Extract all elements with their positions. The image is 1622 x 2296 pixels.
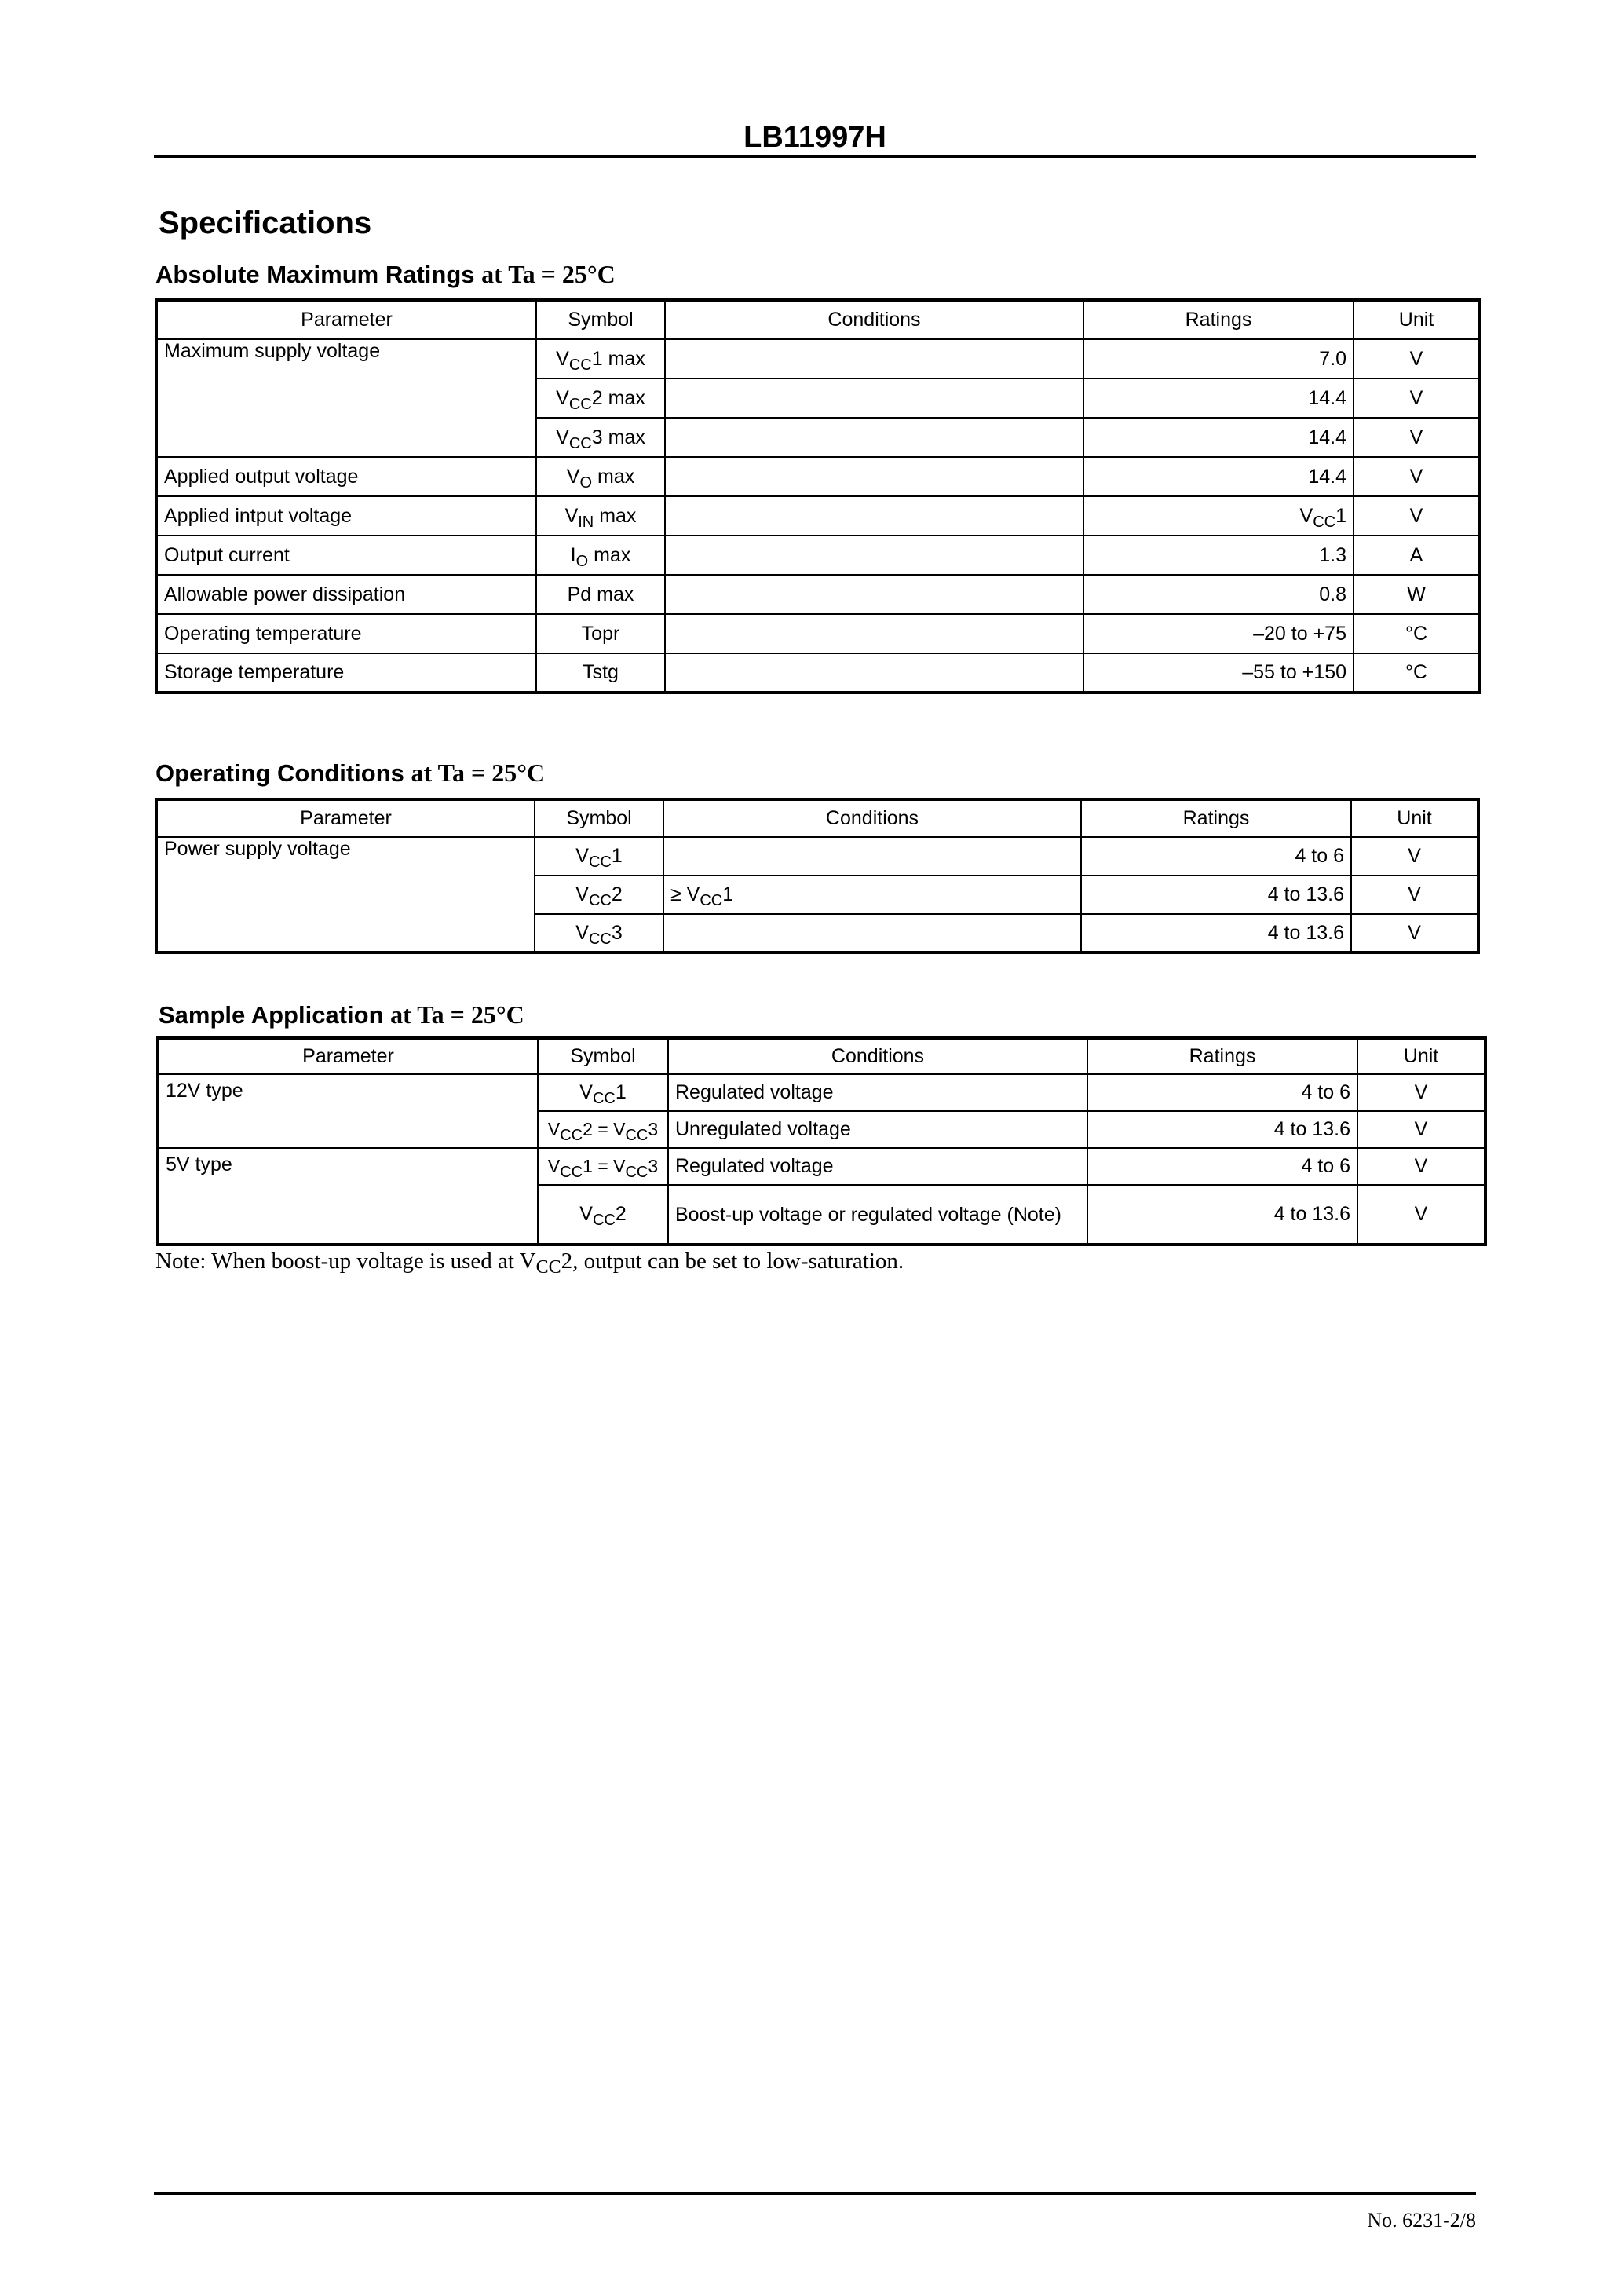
table-row xyxy=(156,614,1480,653)
rating-cell: –55 to +150 xyxy=(1083,653,1353,693)
col-header-symbol: Symbol xyxy=(535,799,663,837)
table-row xyxy=(156,575,1480,614)
col-header-ratings: Ratings xyxy=(1081,799,1351,837)
symbol-cell: $V_{CC}2$ xyxy=(535,876,663,914)
table-header-row xyxy=(158,1038,1485,1074)
col-header-conditions: Conditions xyxy=(663,799,1081,837)
conditions-cell: ≥ $V_{CC}1$ xyxy=(663,876,1081,914)
unit-cell: W xyxy=(1353,575,1480,614)
unit-cell: °C xyxy=(1353,653,1480,693)
conditions-cell: Regulated voltage xyxy=(668,1074,1087,1111)
conditions-cell xyxy=(665,653,1083,693)
header-rule xyxy=(154,155,1476,158)
symbol-cell: $V_{CC}1$ xyxy=(538,1074,668,1111)
abs-max-title xyxy=(155,257,616,292)
unit-cell: V xyxy=(1351,837,1478,876)
col-header-unit: Unit xyxy=(1351,799,1478,837)
param-cell: Power supply voltage xyxy=(156,837,535,952)
rating-cell: 4 to 6 xyxy=(1087,1074,1357,1111)
param-cell: Allowable power dissipation xyxy=(156,575,536,614)
symbol-cell: $V_{CC}1$ xyxy=(535,837,663,876)
rating-cell: 4 to 6 xyxy=(1081,837,1351,876)
rating-cell: 4 to 13.6 xyxy=(1087,1111,1357,1148)
col-header-symbol: Symbol xyxy=(536,300,665,339)
rating-cell: 4 to 13.6 xyxy=(1081,876,1351,914)
unit-cell: A xyxy=(1353,536,1480,575)
param-cell: 5V type xyxy=(158,1148,538,1245)
param-cell: Maximum supply voltage xyxy=(156,339,536,457)
unit-cell: V xyxy=(1357,1111,1485,1148)
symbol-cell: Pd max xyxy=(536,575,665,614)
conditions-cell xyxy=(665,536,1083,575)
conditions-cell xyxy=(665,614,1083,653)
rating-cell: 14.4 xyxy=(1083,418,1353,457)
col-header-conditions: Conditions xyxy=(668,1038,1087,1074)
col-header-unit: Unit xyxy=(1357,1038,1485,1074)
op-cond-title-text: Operating Conditions xyxy=(155,759,404,787)
rating-cell: 1.3 xyxy=(1083,536,1353,575)
conditions-cell: Regulated voltage xyxy=(668,1148,1087,1185)
rating-cell: 4 to 13.6 xyxy=(1087,1185,1357,1245)
conditions-cell xyxy=(665,496,1083,536)
col-header-parameter: Parameter xyxy=(158,1038,538,1074)
unit-cell: V xyxy=(1353,339,1480,378)
conditions-cell xyxy=(665,418,1083,457)
param-cell: Output current xyxy=(156,536,536,575)
abs-max-table xyxy=(155,298,1481,694)
rating-cell: 0.8 xyxy=(1083,575,1353,614)
symbol-cell: Tstg xyxy=(536,653,665,693)
rating-cell: 4 to 6 xyxy=(1087,1148,1357,1185)
table-row xyxy=(158,1074,1485,1111)
col-header-unit: Unit xyxy=(1353,300,1480,339)
symbol-cell: Topr xyxy=(536,614,665,653)
col-header-symbol: Symbol xyxy=(538,1038,668,1074)
op-cond-table xyxy=(155,798,1480,954)
symbol-cell: $V_{IN}$ max xyxy=(536,496,665,536)
page-number: No. 6231-2/8 xyxy=(1367,2209,1476,2232)
symbol-cell: $V_{CC}1$ max xyxy=(536,339,665,378)
table-row xyxy=(156,653,1480,693)
symbol-cell: $I_O$ max xyxy=(536,536,665,575)
specifications-heading: Specifications xyxy=(159,206,372,240)
unit-cell: V xyxy=(1353,457,1480,496)
symbol-cell: $V_{CC}2$ xyxy=(538,1185,668,1245)
unit-cell: V xyxy=(1353,378,1480,418)
unit-cell: V xyxy=(1357,1185,1485,1245)
symbol-cell: $V_{CC}3$ max xyxy=(536,418,665,457)
op-cond-title xyxy=(155,755,545,791)
col-header-conditions: Conditions xyxy=(665,300,1083,339)
sample-app-table xyxy=(156,1036,1487,1246)
unit-cell: °C xyxy=(1353,614,1480,653)
rating-cell: $V_{CC}1$ xyxy=(1083,496,1353,536)
unit-cell: V xyxy=(1353,496,1480,536)
sample-app-title-text: Sample Application xyxy=(159,1001,384,1029)
sample-app-title xyxy=(159,997,524,1033)
unit-cell: V xyxy=(1357,1148,1485,1185)
conditions-cell xyxy=(665,457,1083,496)
conditions-cell xyxy=(663,837,1081,876)
param-cell: Applied intput voltage xyxy=(156,496,536,536)
unit-cell: V xyxy=(1357,1074,1485,1111)
footer-rule xyxy=(154,2192,1476,2195)
table-row xyxy=(156,339,1480,378)
col-header-parameter: Parameter xyxy=(156,300,536,339)
abs-max-condition: at Ta = 25°C xyxy=(481,260,616,288)
symbol-cell: VCC1 = VCC3 xyxy=(538,1148,668,1185)
symbol-cell: VCC2 = VCC3 xyxy=(538,1111,668,1148)
conditions-cell xyxy=(665,575,1083,614)
table-row xyxy=(156,496,1480,536)
unit-cell: V xyxy=(1351,876,1478,914)
table-row xyxy=(156,837,1478,876)
table-header-row xyxy=(156,799,1478,837)
symbol-cell: $V_{CC}3$ xyxy=(535,914,663,952)
param-cell: Applied output voltage xyxy=(156,457,536,496)
param-cell: Storage temperature xyxy=(156,653,536,693)
abs-max-title-text: Absolute Maximum Ratings xyxy=(155,261,475,288)
conditions-cell: Boost-up voltage or regulated voltage (Note) xyxy=(668,1185,1087,1245)
conditions-cell: Unregulated voltage xyxy=(668,1111,1087,1148)
table-header-row xyxy=(156,300,1480,339)
table-row xyxy=(158,1148,1485,1185)
rating-cell: 14.4 xyxy=(1083,457,1353,496)
col-header-parameter: Parameter xyxy=(156,799,535,837)
page-header-part-number: LB11997H xyxy=(743,121,886,154)
col-header-ratings: Ratings xyxy=(1087,1038,1357,1074)
rating-cell: –20 to +75 xyxy=(1083,614,1353,653)
rating-cell: 7.0 xyxy=(1083,339,1353,378)
col-header-ratings: Ratings xyxy=(1083,300,1353,339)
rating-cell: 4 to 13.6 xyxy=(1081,914,1351,952)
param-cell: 12V type xyxy=(158,1074,538,1148)
table-row xyxy=(156,457,1480,496)
conditions-cell xyxy=(663,914,1081,952)
rating-cell: 14.4 xyxy=(1083,378,1353,418)
conditions-cell xyxy=(665,339,1083,378)
footnote: Note: When boost-up voltage is used at $V_{CC}2$, output can be set to low-saturation. xyxy=(155,1249,904,1278)
symbol-cell: $V_{CC}2$ max xyxy=(536,378,665,418)
unit-cell: V xyxy=(1353,418,1480,457)
table-row xyxy=(156,536,1480,575)
op-cond-condition: at Ta = 25°C xyxy=(411,759,546,787)
symbol-cell: $V_O$ max xyxy=(536,457,665,496)
param-cell: Operating temperature xyxy=(156,614,536,653)
conditions-cell xyxy=(665,378,1083,418)
unit-cell: V xyxy=(1351,914,1478,952)
sample-app-condition: at Ta = 25°C xyxy=(390,1000,524,1029)
